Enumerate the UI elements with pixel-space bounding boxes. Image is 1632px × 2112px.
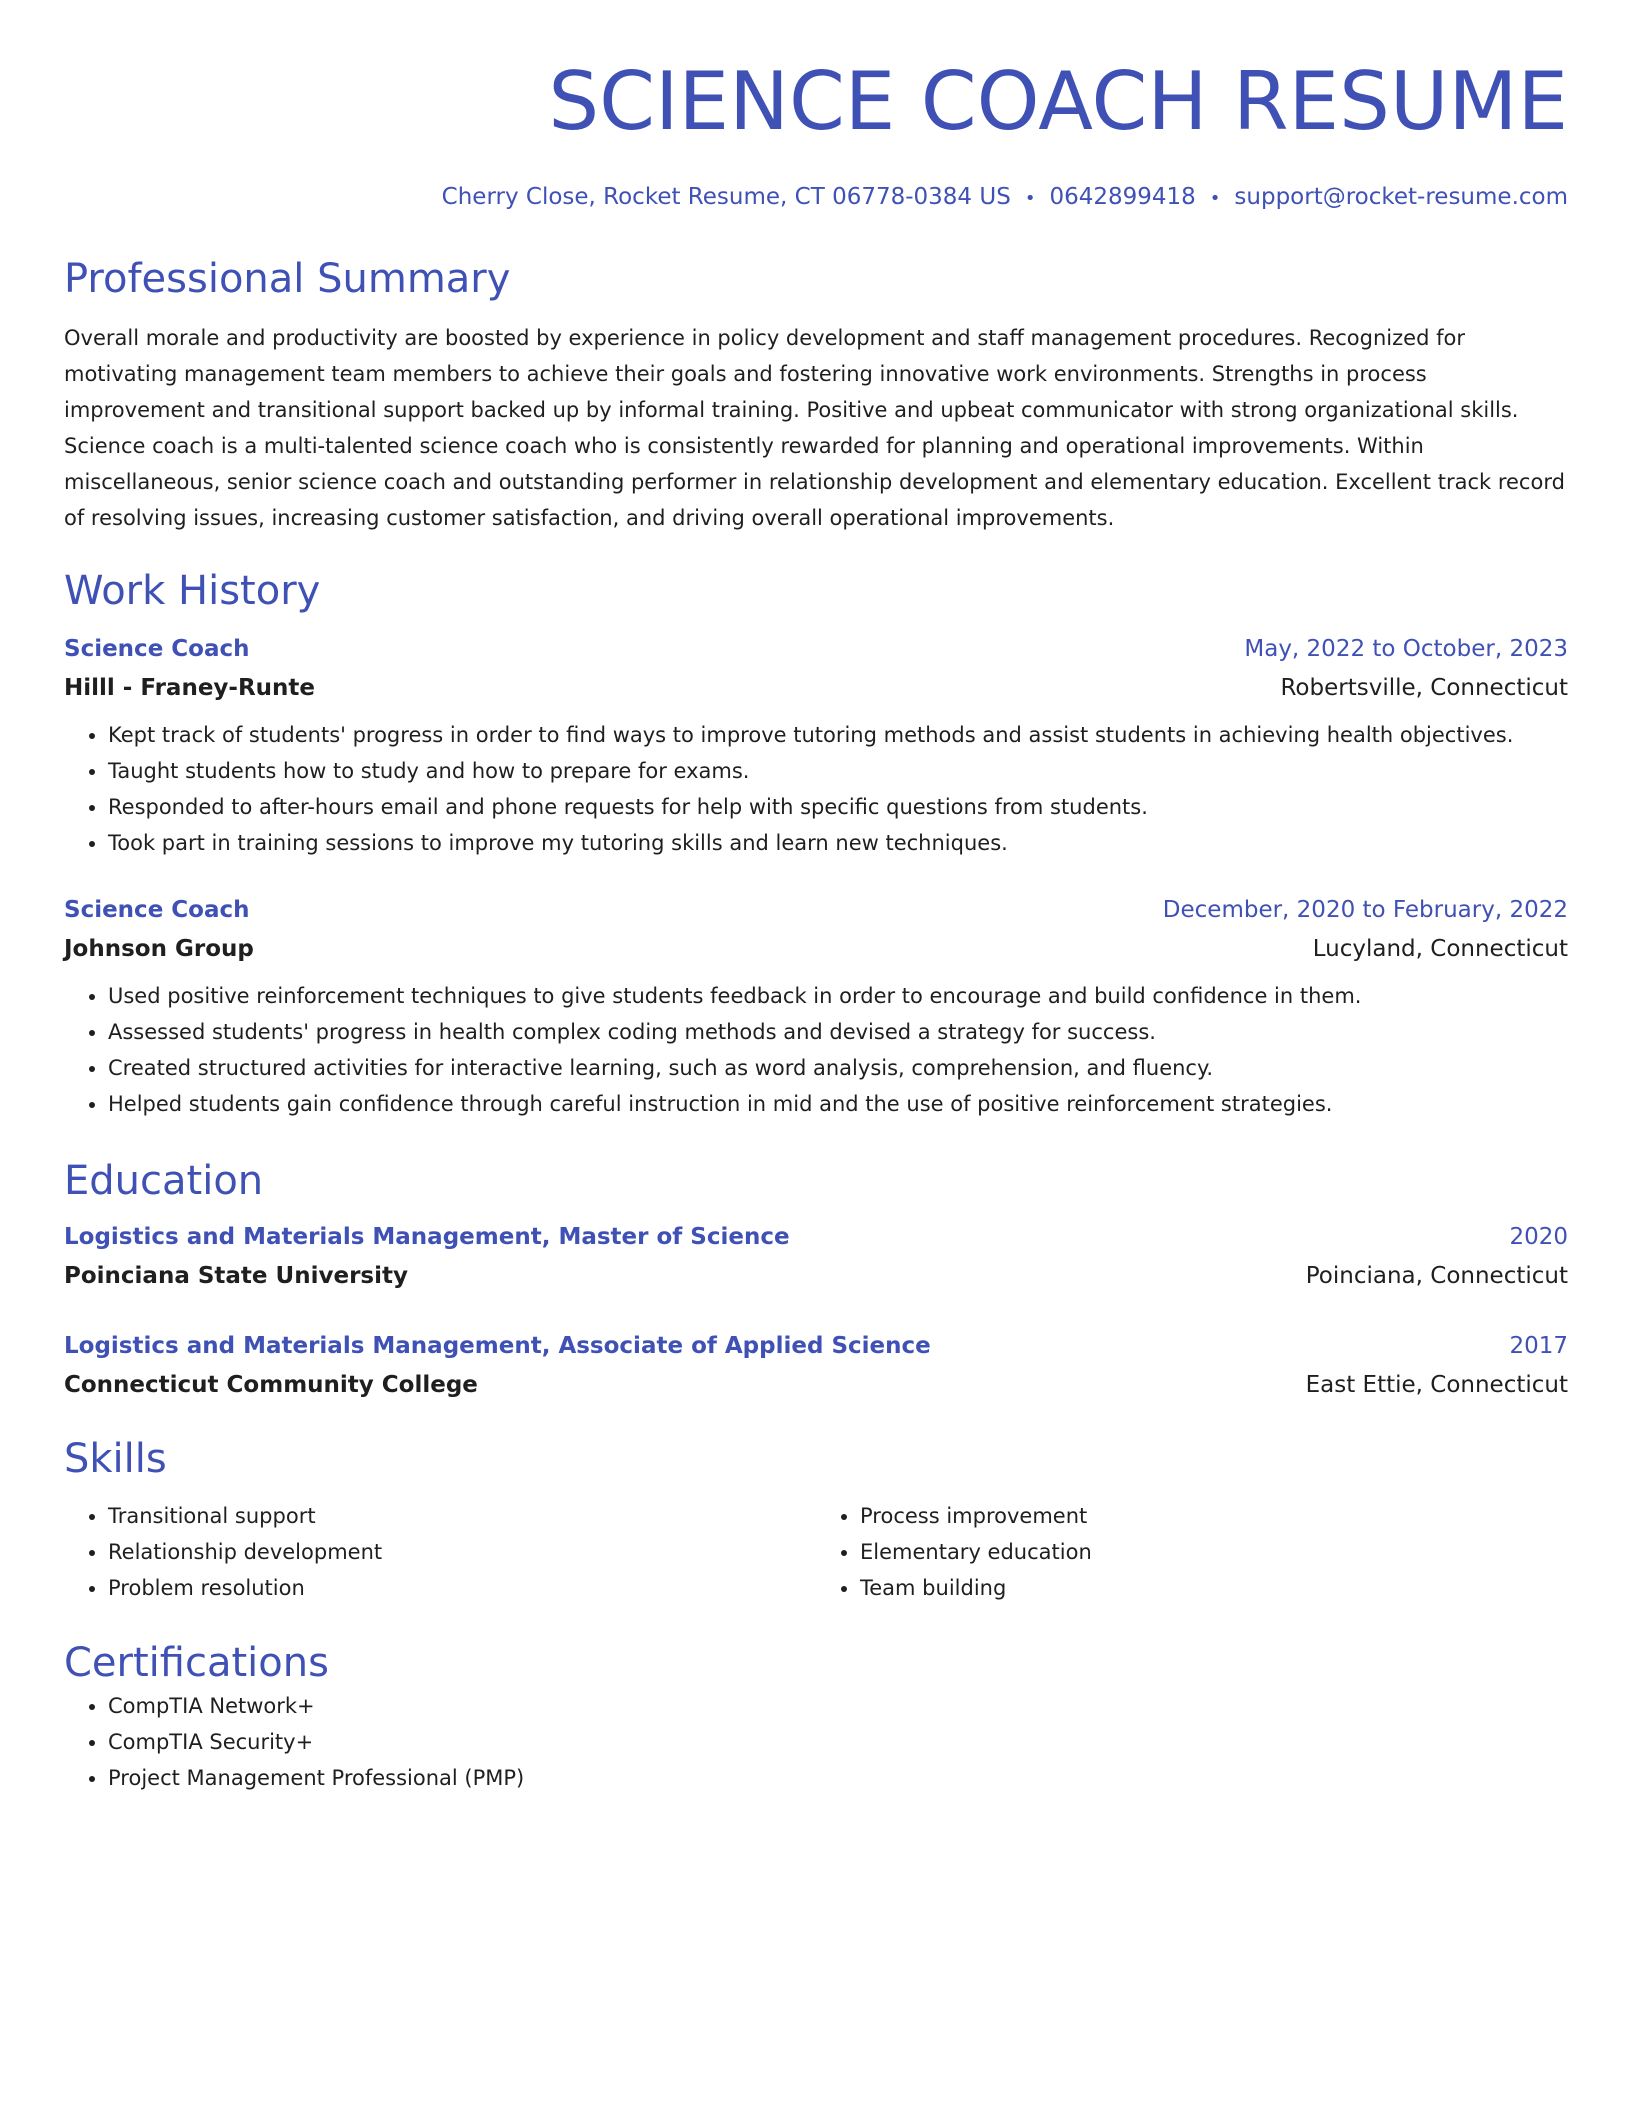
- contact-separator: •: [1209, 188, 1221, 209]
- education-entry: [64, 1222, 1568, 1291]
- job-bullet: • Took part in training sessions to improve my tutoring skills and learn new techniques.: [108, 825, 1568, 861]
- job-title: Science Coach: [64, 636, 250, 662]
- education-school-row: [64, 1370, 1568, 1400]
- job-location: Lucyland, Connecticut: [1312, 936, 1568, 962]
- education-school: Poinciana State University: [64, 1263, 408, 1289]
- education-location: Poinciana, Connecticut: [1305, 1263, 1568, 1289]
- job-bullet: • Assessed students' progress in health complex coding methods and devised a strategy for success.: [108, 1014, 1568, 1050]
- contact-phone: 0642899418: [1049, 184, 1196, 210]
- skill-item: • Problem resolution: [108, 1570, 816, 1606]
- certifications-list: [64, 1688, 1568, 1796]
- job-bullets: [64, 717, 1568, 861]
- skill-item: • Elementary education: [860, 1534, 1568, 1570]
- job-employer-row: [64, 934, 1568, 964]
- certifications-heading: Certifications: [64, 1640, 329, 1686]
- job-bullet: • Responded to after-hours email and phone requests for help with specific questions from students.: [108, 789, 1568, 825]
- job-header: [64, 634, 1568, 664]
- summary-text: Overall morale and productivity are boosted by experience in policy development and staff management procedures. Recognized for motivating management team members to achieve their goals and fostering innovative work environments. Strengths in process improvement and transitional support backed up by informal training. Positive and upbeat communicator with strong organizational skills. Science coach is a multi-talented science coach who is consistently rewarded for planning and operational improvements. Within miscellaneous, senior science coach and outstanding performer in relationship development and elementary education. Excellent track record of resolving issues, increasing customer satisfaction, and driving overall operational improvements.: [64, 326, 1565, 530]
- certification-item: • Project Management Professional (PMP): [108, 1760, 1568, 1796]
- job-entry: [64, 634, 1568, 861]
- job-bullet: • Taught students how to study and how to prepare for exams.: [108, 753, 1568, 789]
- education-degree: Logistics and Materials Management, Associate of Applied Science: [64, 1333, 931, 1359]
- skill-item: • Team building: [860, 1570, 1568, 1606]
- job-employer-row: [64, 673, 1568, 703]
- job-header: [64, 895, 1568, 925]
- skill-item: • Relationship development: [108, 1534, 816, 1570]
- contact-address: Cherry Close, Rocket Resume, CT 06778-0384 US: [441, 184, 1011, 210]
- job-bullet: • Created structured activities for interactive learning, such as word analysis, comprehension, and fluency.: [108, 1050, 1568, 1086]
- skill-item: • Process improvement: [860, 1498, 1568, 1534]
- education-school: Connecticut Community College: [64, 1372, 478, 1398]
- skills-list-left: [64, 1498, 816, 1606]
- job-title: Science Coach: [64, 897, 250, 923]
- education-degree: Logistics and Materials Management, Master of Science: [64, 1224, 790, 1250]
- skills-list-right: [816, 1498, 1568, 1606]
- summary-heading: Professional Summary: [64, 256, 511, 302]
- work-history-heading: Work History: [64, 568, 321, 614]
- job-entry: [64, 895, 1568, 1122]
- job-bullet: • Kept track of students' progress in order to find ways to improve tutoring methods and assist students in achieving health objectives.: [108, 717, 1568, 753]
- resume-page: [64, 52, 1568, 1796]
- certification-item: • CompTIA Network+: [108, 1688, 1568, 1724]
- job-bullet: • Helped students gain confidence through careful instruction in mid and the use of positive reinforcement strategies.: [108, 1086, 1568, 1122]
- education-heading: Education: [64, 1158, 264, 1204]
- contact-separator: •: [1024, 188, 1036, 209]
- job-employer: Johnson Group: [64, 936, 254, 962]
- education-header: [64, 1222, 1568, 1252]
- education-year: 2020: [1509, 1224, 1568, 1250]
- job-bullets: [64, 978, 1568, 1122]
- education-location: East Ettie, Connecticut: [1305, 1372, 1568, 1398]
- contact-email: support@rocket-resume.com: [1234, 184, 1568, 210]
- education-entry: [64, 1331, 1568, 1400]
- job-location: Robertsville, Connecticut: [1280, 675, 1568, 701]
- skills-columns: [64, 1498, 1568, 1606]
- certification-item: • CompTIA Security+: [108, 1724, 1568, 1760]
- education-header: [64, 1331, 1568, 1361]
- job-bullet: • Used positive reinforcement techniques to give students feedback in order to encourage and build confidence in them.: [108, 978, 1568, 1014]
- skill-item: • Transitional support: [108, 1498, 816, 1534]
- job-dates: December, 2020 to February, 2022: [1162, 897, 1568, 923]
- job-employer: Hilll - Franey-Runte: [64, 675, 316, 701]
- education-year: 2017: [1509, 1333, 1568, 1359]
- resume-name: SCIENCE COACH RESUME: [548, 55, 1568, 148]
- job-dates: May, 2022 to October, 2023: [1244, 636, 1568, 662]
- education-school-row: [64, 1261, 1568, 1291]
- contact-line: [64, 182, 1568, 214]
- skills-heading: Skills: [64, 1436, 167, 1482]
